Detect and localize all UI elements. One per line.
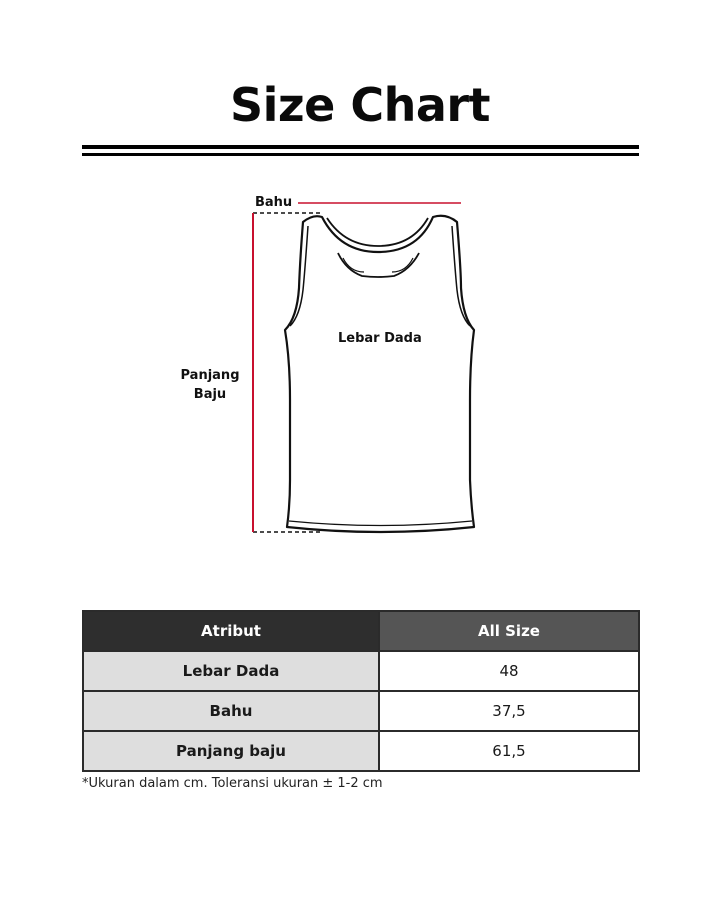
value-cell: 48 [379, 651, 639, 691]
table-row [83, 731, 639, 771]
chest-width-label: Lebar Dada [338, 331, 422, 346]
attribute-cell: Lebar Dada [83, 651, 379, 691]
length-label-line1: Panjang [180, 368, 240, 383]
table-row [83, 651, 639, 691]
length-label [176, 366, 244, 404]
tank-top-outline [285, 216, 474, 532]
header-all-size: All Size [379, 611, 639, 651]
shoulder-label: Bahu [255, 195, 293, 210]
attribute-cell: Bahu [83, 691, 379, 731]
attribute-cell: Panjang baju [83, 731, 379, 771]
size-table [82, 610, 640, 772]
tolerance-note: *Ukuran dalam cm. Toleransi ukuran ± 1-2 cm [82, 776, 383, 791]
page-title: Size Chart [229, 78, 491, 132]
value-cell: 61,5 [379, 731, 639, 771]
table-header-row [83, 611, 639, 651]
header-atribut: Atribut [83, 611, 379, 651]
value-cell: 37,5 [379, 691, 639, 731]
length-label-line2: Baju [193, 387, 227, 402]
table-row [83, 691, 639, 731]
